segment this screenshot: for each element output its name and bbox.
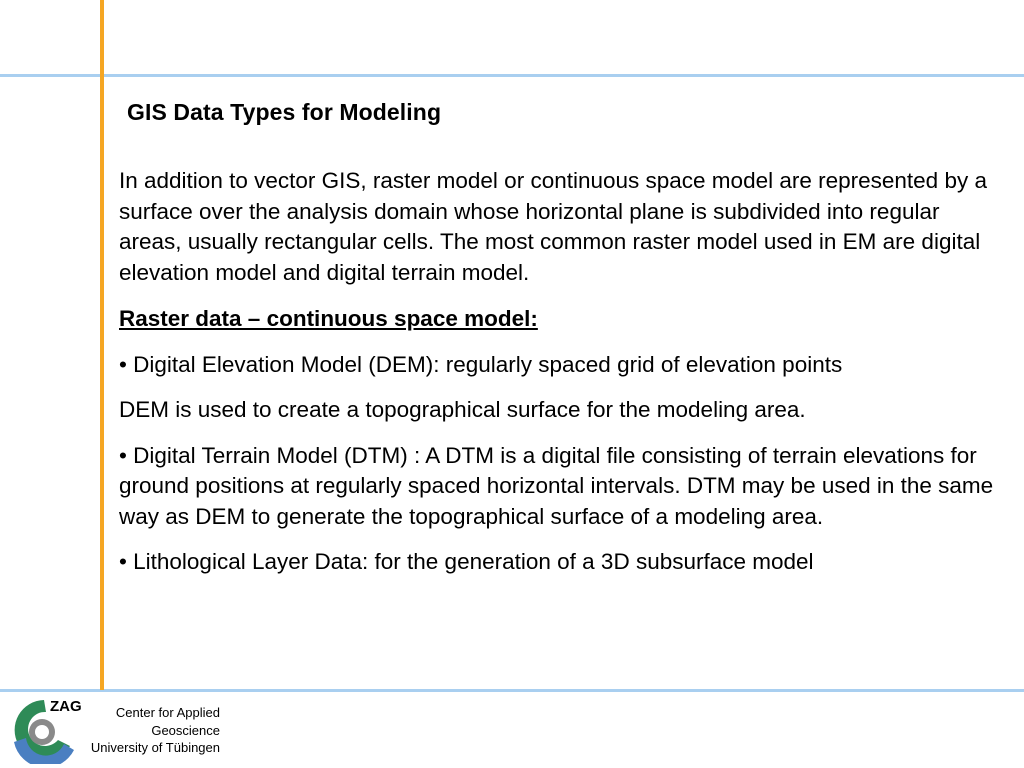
logo-text: ZAG	[50, 698, 82, 715]
institution-line-2: Geoscience	[151, 722, 220, 738]
slide-content	[119, 166, 999, 593]
institution-line-1: Center for Applied	[115, 705, 220, 720]
bullet-dem: • Digital Elevation Model (DEM): regularly spaced grid of elevation points	[119, 351, 843, 377]
bullet-lithological: • Lithological Layer Data: for the generation of a 3D subsurface model	[119, 549, 814, 574]
institution-name	[60, 704, 220, 757]
section-heading: Raster data – continuous space model:	[119, 306, 538, 331]
slide-title: GIS Data Types for Modeling	[127, 99, 442, 125]
top-rule	[0, 74, 1024, 77]
bullet-dtm: • Digital Terrain Model (DTM) : A DTM is a digital file consisting of terrain elevations for ground positions at regularly spaced horizontal intervals. DTM may be used in the same way as DEM to generate the topographical surface of a modeling area.	[119, 442, 994, 529]
bottom-rule	[0, 689, 1024, 692]
intro-paragraph: In addition to vector GIS, raster model or continuous space model are represented by a surface over the analysis domain whose horizontal plane is subdivided into regular areas, usually rectangular cells. The most common raster model used in EM are digital elevation model and digital terrain model.	[119, 168, 987, 285]
institution-line-3: University of Tübingen	[90, 740, 220, 755]
vertical-accent-bar	[100, 0, 104, 690]
dem-description: DEM is used to create a topographical surface for the modeling area.	[119, 397, 806, 422]
